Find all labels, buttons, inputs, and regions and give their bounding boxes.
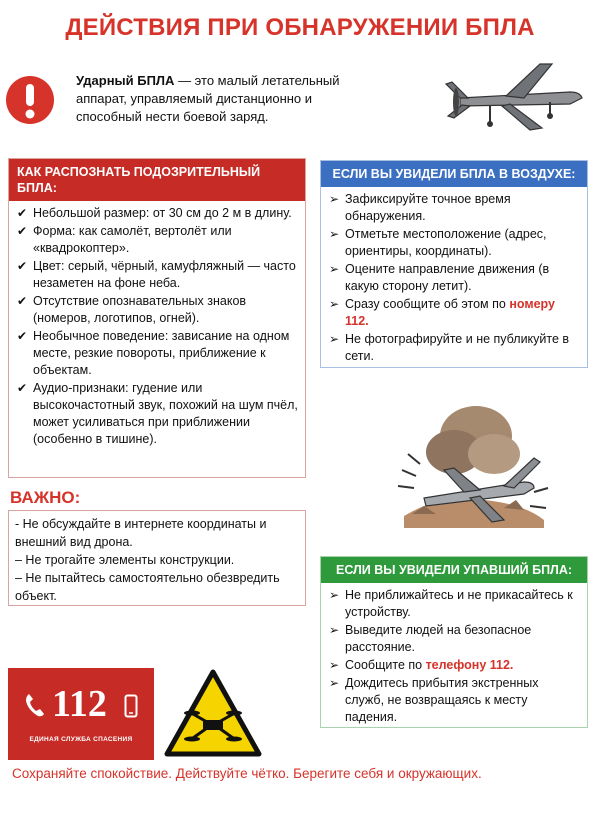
important-line: - Не обсуждайте в интернете координаты и внешний вид дрона. xyxy=(15,517,267,549)
arrow-icon: ➢ xyxy=(329,676,340,690)
emergency-caption: ЕДИНАЯ СЛУЖБА СПАСЕНИЯ xyxy=(29,736,133,743)
emergency-112-badge xyxy=(8,668,154,760)
list-item xyxy=(17,223,299,257)
list-item-text: Выведите людей на безопасное расстояние. xyxy=(345,623,532,654)
check-icon: ✔ xyxy=(17,224,28,238)
recognize-panel xyxy=(8,158,306,478)
important-heading: ВАЖНО: xyxy=(10,488,81,507)
list-item-text: Необычное поведение: зависание на одном месте, резкие повороты, приближение к объектам. xyxy=(33,329,290,377)
list-item-text: Отметьте местоположение (адрес, ориентиры, координаты). xyxy=(345,227,547,258)
important-panel xyxy=(8,510,306,606)
list-item xyxy=(17,328,299,379)
list-item-text: Отсутствие опознавательных знаков (номеров, логотипов, огней). xyxy=(33,294,247,325)
list-item-text: Не приближайтесь и не прикасайтесь к устройству. xyxy=(345,588,573,619)
list-item xyxy=(17,293,299,327)
arrow-icon: ➢ xyxy=(329,588,340,602)
list-item-text: Сообщите по xyxy=(345,658,426,672)
list-item-text: Цвет: серый, чёрный, камуфляжный — часто незаметен на фоне неба. xyxy=(33,259,296,290)
drone-illustration xyxy=(420,58,596,138)
in-air-list xyxy=(321,187,587,372)
list-item xyxy=(329,191,581,225)
drone-warning-sign-icon xyxy=(163,668,263,760)
list-item-text: Дождитесь прибытия экстренных служб, не возвращаясь к месту падения. xyxy=(345,676,539,724)
list-item xyxy=(17,258,299,292)
arrow-icon: ➢ xyxy=(329,332,340,346)
check-icon: ✔ xyxy=(17,294,28,308)
phone-highlight: телефону 112. xyxy=(425,658,514,672)
list-item xyxy=(329,675,581,726)
fallen-list xyxy=(321,583,587,733)
list-item xyxy=(329,587,581,621)
list-item xyxy=(329,622,581,656)
list-item-text: Зафиксируйте точное время обнаружения. xyxy=(345,192,511,223)
mobile-icon xyxy=(124,694,138,718)
intro-term: Ударный БПЛА xyxy=(76,73,175,88)
in-air-header: ЕСЛИ ВЫ УВИДЕЛИ БПЛА В ВОЗДУХЕ: xyxy=(321,161,587,187)
phone-icon xyxy=(24,692,46,718)
arrow-icon: ➢ xyxy=(329,192,340,206)
list-item xyxy=(17,380,299,448)
check-icon: ✔ xyxy=(17,259,28,273)
list-item xyxy=(329,226,581,260)
intro-text xyxy=(76,72,376,126)
crashed-drone-illustration xyxy=(384,396,554,536)
fallen-header: ЕСЛИ ВЫ УВИДЕЛИ УПАВШИЙ БПЛА: xyxy=(321,557,587,583)
arrow-icon: ➢ xyxy=(329,227,340,241)
check-icon: ✔ xyxy=(17,381,28,395)
list-item xyxy=(329,296,581,330)
list-item-text: Оцените направление движения (в какую сторону летит). xyxy=(345,262,550,293)
exclamation-icon xyxy=(6,76,54,124)
list-item-text: Небольшой размер: от 30 см до 2 м в длину. xyxy=(33,206,292,220)
in-air-panel xyxy=(320,160,588,368)
footer-text: Сохраняйте спокойствие. Действуйте чётко. Берегите себя и окружающих. xyxy=(12,766,482,781)
check-icon: ✔ xyxy=(17,206,28,220)
recognize-list xyxy=(9,201,305,455)
list-item-text: Аудио-признаки: гудение или высокочастотный звук, похожий на шум пчёл, может усиливаться при приближении (особенно в тишине). xyxy=(33,381,298,446)
check-icon: ✔ xyxy=(17,329,28,343)
fallen-panel xyxy=(320,556,588,728)
recognize-header: КАК РАСПОЗНАТЬ ПОДОЗРИТЕЛЬНЫЙ БПЛА: xyxy=(9,159,305,201)
list-item xyxy=(329,657,581,674)
list-item xyxy=(329,331,581,365)
list-item-text: Сразу сообщите об этом по xyxy=(345,297,510,311)
important-line: – Не пытайтесь самостоятельно обезвредить объект. xyxy=(15,571,280,603)
arrow-icon: ➢ xyxy=(329,297,340,311)
arrow-icon: ➢ xyxy=(329,623,340,637)
important-line: – Не трогайте элементы конструкции. xyxy=(15,553,235,567)
arrow-icon: ➢ xyxy=(329,658,340,672)
list-item xyxy=(17,205,299,222)
list-item-text: Форма: как самолёт, вертолёт или «квадрокоптер». xyxy=(33,224,232,255)
number-highlight: номеру 112. xyxy=(345,297,555,328)
intro-definition: — это малый летательный аппарат, управляемый дистанционно и способный нести боевой заряд. xyxy=(76,73,340,124)
arrow-icon: ➢ xyxy=(329,262,340,276)
page-title: ДЕЙСТВИЯ ПРИ ОБНАРУЖЕНИИ БПЛА xyxy=(65,14,535,41)
emergency-number: 112 xyxy=(52,683,107,725)
list-item-text: Не фотографируйте и не публикуйте в сети. xyxy=(345,332,570,363)
list-item xyxy=(329,261,581,295)
